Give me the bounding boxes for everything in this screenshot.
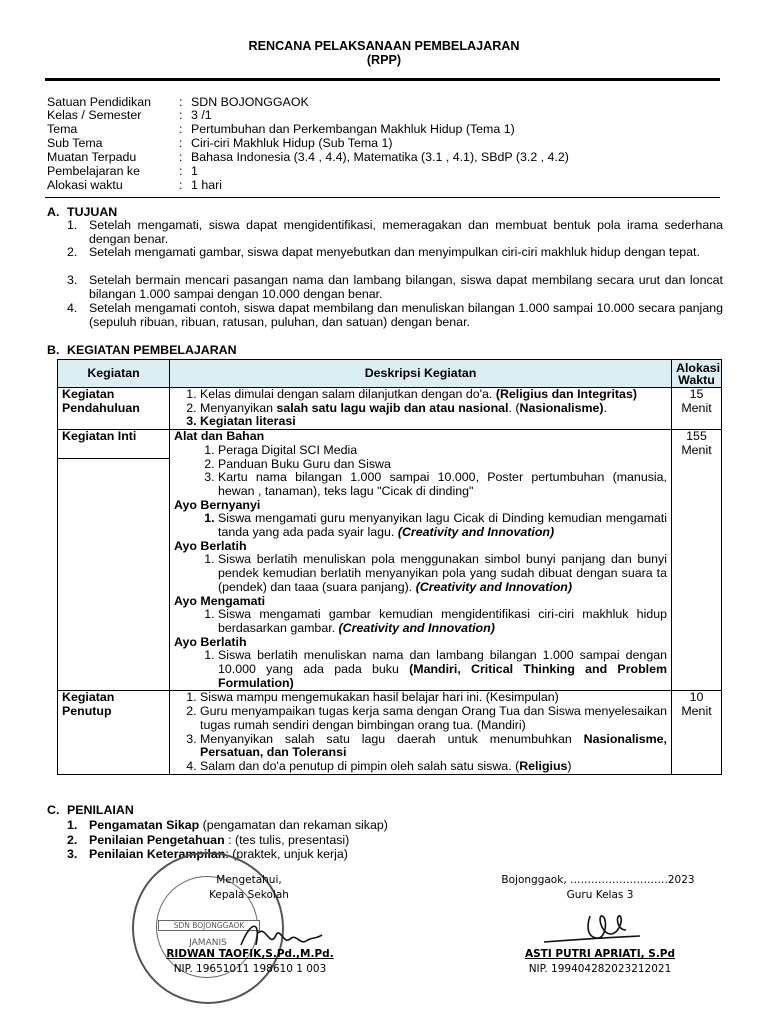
item-text: Siswa berlatih menuliskan pola menggunakan simbol bunyi panjang dan bunyi pendek kemudian berlatih menyanyikan pola yang sudah dibuat dengan suara ta (pendek) dan taaa (suara panjang). <box>218 552 667 594</box>
assessment-label: Penilaian Pengetahuan <box>89 833 225 847</box>
goal-text: Setelah mengamati gambar, siswa dapat menyebutkan dan menyimpulkan ciri-ciri makhluk hidup dengan tepat. <box>89 245 700 259</box>
item-text: . <box>603 400 607 415</box>
table-header-row <box>58 360 722 388</box>
assessment-number: 1. <box>67 818 78 832</box>
row-label-cell <box>58 430 170 691</box>
item-text: Kelas dimulai dengan salam dilanjutkan dengan do'a. <box>200 387 496 401</box>
item-emphasis: salah satu lagu wajib dan atau nasional <box>276 400 509 415</box>
info-value: Pertumbuhan dan Perkembangan Makhluk Hidup (Tema 1) <box>191 122 515 136</box>
info-label: Tema <box>47 122 78 136</box>
left-sign-nip: NIP. 19651011 198610 1 003 <box>173 963 327 975</box>
info-colon: : <box>179 108 183 122</box>
subheading: Ayo Mengamati <box>174 593 266 608</box>
section-number: A. <box>47 205 60 219</box>
right-sign-line2: Guru Kelas 3 <box>566 889 634 901</box>
row-label-pendahuluan: Kegiatan Pendahuluan <box>58 388 170 430</box>
item-value-tag: Nasionalisme) <box>519 400 604 415</box>
item-value-tag: (Mandiri, Critical Thinking and Problem Formulation) <box>218 662 668 690</box>
section-heading-tujuan <box>47 205 117 219</box>
row-description <box>170 388 672 430</box>
item-text: Menyanyikan <box>200 400 277 415</box>
info-label: Sub Tema <box>47 136 103 150</box>
info-colon: : <box>179 150 183 164</box>
subheading: Alat dan Bahan <box>174 429 265 444</box>
goal-number: 2. <box>67 245 78 259</box>
info-value: Bahasa Indonesia (3.4 , 4.4), Matematika (3.1 , 4.1), SBdP (3.2 , 4.2) <box>191 150 569 164</box>
info-label: Alokasi waktu <box>47 178 123 192</box>
header-alokasi: Alokasi Waktu <box>672 360 722 388</box>
list-item: 2. Panduan Buku Guru dan Siswa <box>218 458 667 472</box>
section-heading-penilaian <box>47 803 134 817</box>
left-sign-line1: Mengetahui, <box>216 874 282 886</box>
row-description <box>170 430 672 691</box>
row-description <box>170 691 672 774</box>
assessment-number: 3. <box>67 847 78 861</box>
table-row <box>58 430 722 691</box>
goal-number: 1. <box>67 218 78 232</box>
right-sign-line1: Bojonggaok, ……………………….2023 <box>501 874 695 886</box>
header-deskripsi: Deskripsi Kegiatan <box>170 360 672 388</box>
item-text: Menyanyikan salah satu lagu daerah untuk menumbuhkan <box>200 731 584 746</box>
section-number: C. <box>47 803 60 817</box>
section-title: PENILAIAN <box>67 803 134 817</box>
goal-number: 3. <box>67 273 78 287</box>
list-item: 2. Guru menyampaikan tugas kerja sama dengan Orang Tua dan Siswa menyelesaikan tugas rumah sendiri dengan bimbingan orang tua. (Mandiri) <box>200 705 667 732</box>
info-value: 3 /1 <box>191 108 212 122</box>
item-value-tag: Religius <box>519 758 568 773</box>
document-title: RENCANA PELAKSANAAN PEMBELAJARAN <box>248 39 520 53</box>
info-label: Muatan Terpadu <box>47 150 137 164</box>
list-item <box>200 402 667 416</box>
assessment-text: (pengamatan dan rekaman sikap) <box>199 818 388 832</box>
table-row <box>58 691 722 774</box>
item-value-tag: Nasionalisme, Persatuan, dan Toleransi <box>200 731 667 760</box>
item-text: Siswa berlatih menuliskan nama dan lambang bilangan 1.000 sampai dengan 10.000 yang ada pada buku <box>218 648 667 677</box>
assessment-item <box>67 818 388 833</box>
info-colon: : <box>179 178 183 192</box>
list-item: 3. Kegiatan literasi <box>200 415 667 429</box>
info-label: Kelas / Semester <box>47 108 142 122</box>
info-value: 1 hari <box>191 178 222 192</box>
item-text: . ( <box>508 400 520 415</box>
list-item <box>218 649 667 690</box>
list-item <box>218 553 667 594</box>
goal-item <box>67 246 723 260</box>
item-text: Siswa mengamati gambar kemudian mengidentifikasi ciri-ciri makhluk hidup berdasarkan gambar. <box>218 607 667 635</box>
right-signature-icon <box>540 908 650 950</box>
table-row <box>58 388 722 430</box>
activity-table <box>57 359 722 775</box>
row-time: 155 Menit <box>672 430 722 691</box>
section-heading-kegiatan <box>47 343 237 357</box>
goal-item <box>67 302 723 329</box>
info-label: Pembelajaran ke <box>47 164 140 178</box>
row-time: 10 Menit <box>672 691 722 774</box>
stamp-sub-text: JAMANIS <box>189 938 227 948</box>
left-sign-line2: Kepala Sekolah <box>209 889 289 901</box>
assessment-label: Pengamatan Sikap <box>89 818 200 832</box>
right-sign-name: ASTI PUTRI APRIATI, S.Pd <box>524 948 676 960</box>
list-item: 3. Kartu nama bilangan 1.000 sampai 10.000, Poster pertumbuhan (manusia, hewan , tanaman), teks lagu "Cicak di dinding" <box>218 471 667 498</box>
item-text: Salam dan do'a penutup di pimpin oleh salah satu siswa. ( <box>200 758 520 773</box>
list-item <box>200 760 667 774</box>
section-number: B. <box>47 343 60 357</box>
list-item: 1. Siswa mampu mengemukakan hasil belajar hari ini. (Kesimpulan) <box>200 691 667 705</box>
list-item <box>200 733 667 760</box>
info-colon: : <box>179 164 183 178</box>
document-subtitle: (RPP) <box>366 53 402 67</box>
info-rule <box>45 197 720 198</box>
stamp-center-text: SDN BOJONGGAOK <box>158 920 260 931</box>
row-label-inti: Kegiatan Inti <box>58 430 169 459</box>
assessment-text: : (tes tulis, presentasi) <box>224 833 350 847</box>
right-sign-nip: NIP. 199404282023212021 <box>528 963 672 975</box>
info-value: SDN BOJONGGAOK <box>191 95 309 109</box>
item-value-tag: (Religius dan Integritas) <box>495 387 637 401</box>
header-rule <box>45 78 720 81</box>
info-value: 1 <box>191 164 198 178</box>
item-value-tag: (Creativity and Innovation) <box>338 620 495 635</box>
goal-number: 4. <box>67 301 78 315</box>
assessment-item <box>67 833 349 848</box>
info-colon: : <box>179 122 183 136</box>
assessment-label: Penilaian Keterampilan <box>89 847 226 861</box>
subheading: Ayo Berlatih <box>174 634 247 649</box>
item-text: Siswa mengamati guru menyanyikan lagu Cicak di Dinding kemudian mengamati tanda yang ada pada syair lagu. <box>218 511 667 540</box>
info-label: Satuan Pendidikan <box>47 95 152 109</box>
item-text: ) <box>567 758 572 773</box>
subheading: Ayo Bernyanyi <box>174 497 261 512</box>
assessment-number: 2. <box>67 833 78 847</box>
list-item <box>218 512 667 539</box>
item-value-tag: (Creativity and Innovation) <box>415 579 572 594</box>
goal-item <box>67 274 723 301</box>
row-time: 15 Menit <box>672 388 722 430</box>
list-item <box>218 608 667 635</box>
info-value: Ciri-ciri Makhluk Hidup (Sub Tema 1) <box>191 136 393 150</box>
goal-text: Setelah mengamati, siswa dapat mengidentifikasi, memeragakan dan membuat bentuk pola irama sederhana dengan benar. <box>89 218 723 246</box>
item-value-tag: (Creativity and Innovation) <box>397 525 555 540</box>
goal-item <box>67 219 723 246</box>
section-title: TUJUAN <box>67 205 118 219</box>
info-colon: : <box>179 136 183 150</box>
goal-text: Setelah bermain mencari pasangan nama dan lambang bilangan, siswa dapat membilang secara urut dan loncat bilangan 1.000 sampai dengan 10.000 dengan benar. <box>89 273 723 301</box>
goal-text: Setelah mengamati contoh, siswa dapat membilang dan menuliskan bilangan 1.000 sampai 10.000 secara panjang (sepuluh ribuan, ribuan, ratusan, puluhan, dan satuan) dengan benar. <box>89 301 723 329</box>
list-item <box>200 388 667 402</box>
info-colon: : <box>179 95 183 109</box>
section-title: KEGIATAN PEMBELAJARAN <box>67 343 237 357</box>
header-kegiatan: Kegiatan <box>58 360 170 388</box>
list-item: 1. Peraga Digital SCI Media <box>218 444 667 458</box>
subheading: Ayo Berlatih <box>174 538 247 553</box>
left-sign-name: RIDWAN TAOFIK,S.Pd.,M.Pd. <box>166 948 334 960</box>
row-label-penutup: Kegiatan Penutup <box>58 691 170 774</box>
assessment-text: : (praktek, unjuk kerja) <box>225 847 348 861</box>
